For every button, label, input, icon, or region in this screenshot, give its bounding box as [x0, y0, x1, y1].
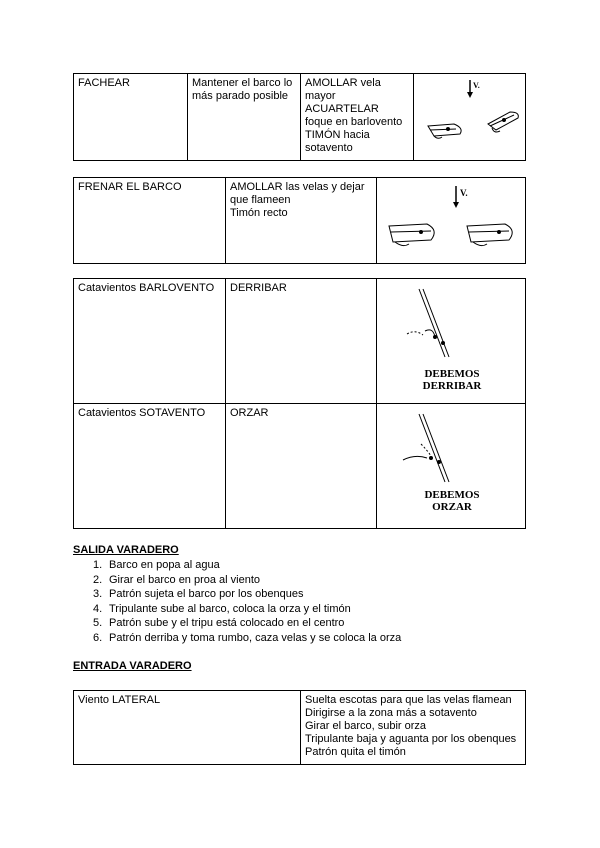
sail-icon [403, 414, 449, 482]
action-line: AMOLLAR vela [305, 77, 381, 89]
cell-description [188, 74, 301, 161]
cell-condition [74, 691, 301, 765]
step-line: Tripulante baja y aguanta por los obenques [305, 733, 517, 745]
list-item: 4. Tripulante sube al barco, coloca la orza y el timón [93, 602, 351, 615]
cell-maneuver [74, 178, 226, 264]
action-name: DERRIBAR [230, 282, 287, 294]
action-line: foque en barlovento [305, 116, 403, 128]
action-line: que flameen [230, 194, 291, 206]
boat-icon [488, 112, 518, 132]
cell-maneuver [74, 74, 188, 161]
step-line: Patrón quita el timón [305, 746, 406, 758]
list-item: 6. Patrón derriba y toma rumbo, caza velas y se coloca la orza [93, 631, 402, 644]
table-frenar [73, 177, 526, 264]
boat-icon [389, 224, 434, 246]
indicator-name: Catavientos BARLOVENTO [78, 282, 215, 294]
diagram-caption: DEBEMOS [424, 489, 480, 501]
diagram-caption: DERRIBAR [422, 380, 482, 392]
wind-arrow-icon [453, 186, 459, 208]
cell-action [226, 279, 377, 404]
section-title-entrada: ENTRADA VARADERO [73, 660, 192, 672]
wind-label: V. [460, 188, 468, 198]
action-line: ACUARTELAR [305, 103, 379, 115]
action-line: AMOLLAR las velas y dejar [230, 181, 365, 193]
action-line: Timón recto [230, 207, 288, 219]
step-line: Dirigirse a la zona más a sotavento [305, 707, 477, 719]
diagram-caption: DEBEMOS [424, 368, 480, 380]
cell-indicator [74, 279, 226, 404]
sail-telltale-diagram [377, 279, 527, 404]
cell-actions [301, 74, 414, 161]
step-line: Girar el barco, subir orza [305, 720, 427, 732]
table-catavientos [73, 278, 526, 529]
step-line: Suelta escotas para que las velas flamean [305, 694, 512, 706]
section-title-salida: SALIDA VARADERO [73, 544, 179, 556]
list-item: 3. Patrón sujeta el barco por los obenques [93, 588, 304, 600]
salida-steps-list [73, 558, 401, 645]
maneuver-name: FRENAR EL BARCO [78, 181, 182, 193]
action-name: ORZAR [230, 407, 269, 419]
condition-name: Viento LATERAL [78, 694, 161, 706]
boat-icon [467, 224, 512, 246]
cell-diagram [377, 404, 526, 529]
cell-actions [226, 178, 377, 264]
indicator-name: Catavientos SOTAVENTO [78, 407, 206, 419]
list-item: 1. Barco en popa al agua [93, 559, 220, 571]
boats-diagram [377, 178, 527, 264]
wind-label: V. [473, 81, 480, 90]
cell-diagram [377, 178, 526, 264]
action-line: mayor [305, 90, 336, 102]
sail-telltale-diagram [377, 404, 527, 529]
cell-indicator [74, 404, 226, 529]
action-line: sotavento [305, 142, 353, 154]
maneuver-name: FACHEAR [78, 77, 130, 89]
table-entrada [73, 690, 526, 765]
maneuver-description: Mantener el barco lo más parado posible [192, 77, 293, 102]
table-fachear [73, 73, 526, 161]
list-item: 2. Girar el barco en proa al viento [93, 573, 261, 586]
list-item: 5. Patrón sube y el tripu está colocado en el centro [93, 617, 345, 629]
action-line: TIMÓN hacia [305, 129, 370, 141]
diagram-caption: ORZAR [432, 501, 472, 513]
boats-diagram [414, 74, 529, 161]
cell-diagram [377, 279, 526, 404]
boat-icon [428, 124, 461, 138]
cell-steps [301, 691, 526, 765]
sail-icon [407, 289, 449, 357]
cell-action [226, 404, 377, 529]
cell-diagram [414, 74, 526, 161]
